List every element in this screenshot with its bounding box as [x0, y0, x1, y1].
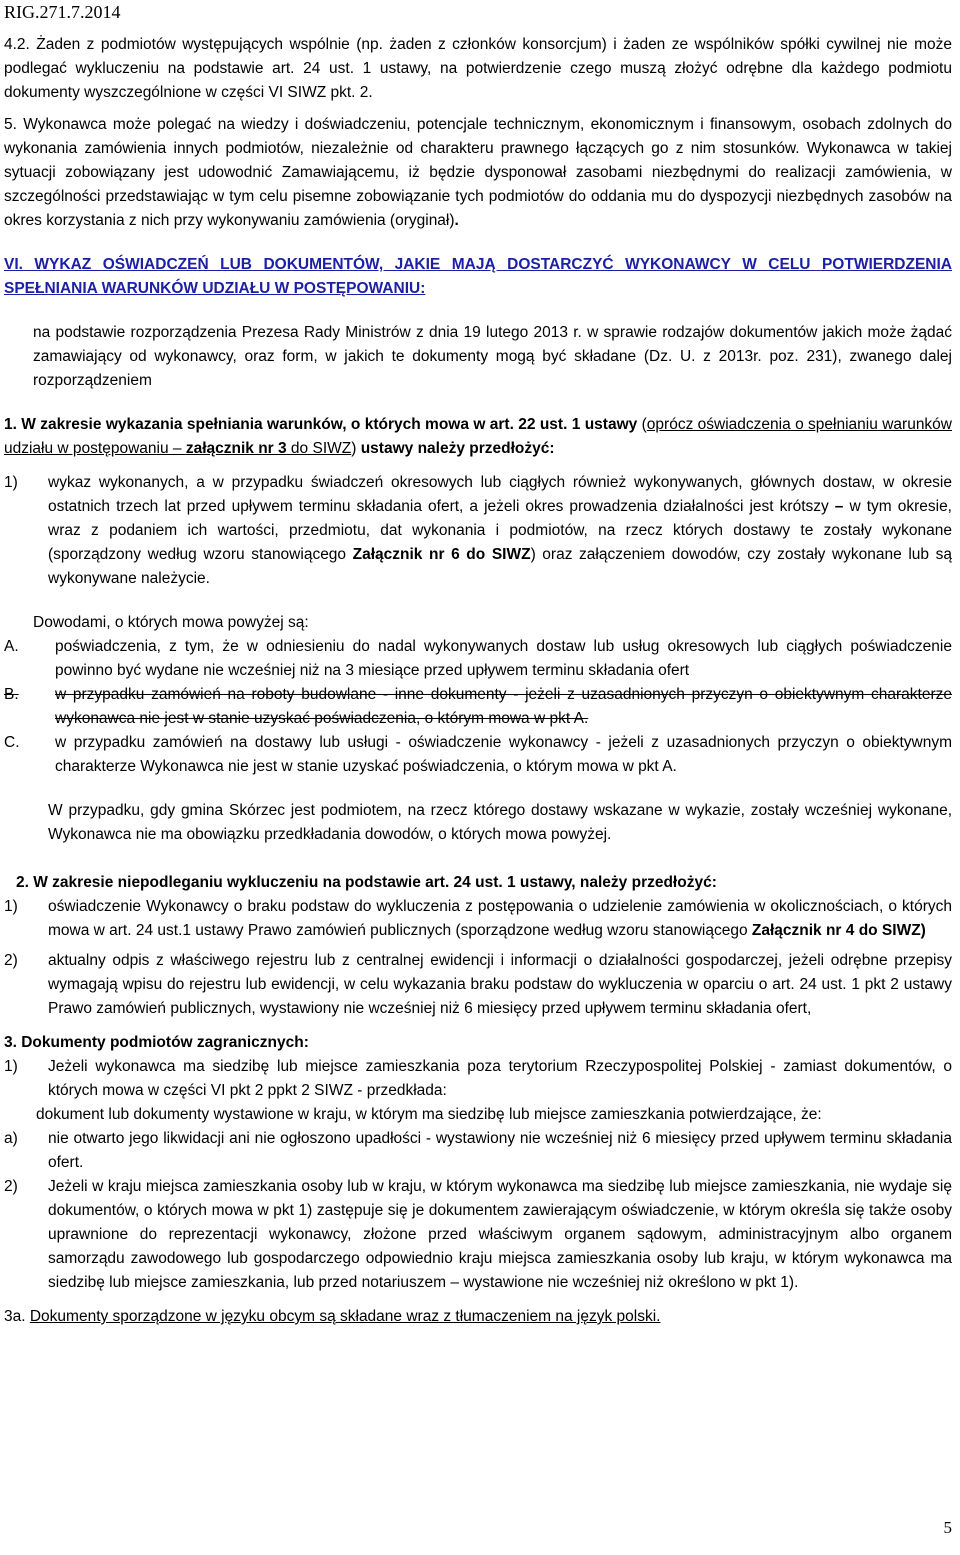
- evidence-item-b: [4, 683, 952, 731]
- item-dash: –: [828, 498, 850, 515]
- regulation-intro: na podstawie rozporządzenia Prezesa Rady Ministrów z dnia 19 lutego 2013 r. w sprawie rodzajów dokumentów jakich może żądać zamawiający od wykonawcy, oraz form, w jakich te dokumenty mogą być składane (Dz. U. z 2013r. poz. 231), zwanego dalej rozporządzeniem: [33, 324, 952, 389]
- section-vi-heading: VI. WYKAZ OŚWIADCZEŃ LUB DOKUMENTÓW, JAKIE MAJĄ DOSTARCZYĆ WYKONAWCY W CELU POTWIERDZENIA SPEŁNIANIA WARUNKÓW UDZIAŁU W POSTĘPOWANIU:: [4, 256, 952, 297]
- section-1-paren-open: (: [637, 416, 647, 433]
- item-attachment: Załącznik nr 6 do SIWZ: [352, 546, 531, 563]
- item-text: [48, 471, 952, 591]
- paragraph-5-period: .: [454, 212, 459, 229]
- item-text-part: w tym okresie, wraz z podaniem ich wartości, przedmiotu, dat wykonania i podmiotów, na rzecz których dostawy te zostały wykonane (sporządzony według wzoru stanowiącego: [48, 498, 952, 563]
- section-1-paren-close: ): [351, 440, 357, 457]
- item-text-part: ) oraz załączeniem dowodów, czy zostały wykonane lub są wykonywane należycie.: [48, 546, 952, 587]
- paragraph-5-text: 5. Wykonawca może polegać na wiedzy i doświadczeniu, potencjale technicznym, ekonomicznym i finansowym, osobach zdolnych do wykonania zamówienia innych podmiotów, niezależnie od charakteru prawnego łączących go z nim stosunków. Wykonawca w takiej sytuacji zobowiązany jest udowodnić Zamawiającemu, iż będzie dysponował zasobami niezbędnymi do realizacji zamówienia, w szczególności przedstawiając w tym celu pisemne zobowiązanie tych podmiotów do oddania mu do dyspozycji niezbędnych zasobów na okres korzystania z nich przy wykonywaniu zamówienia (oryginał): [4, 116, 952, 229]
- item-text: poświadczenia, z tym, że w odniesieniu do nadal wykonywanych dostaw lub usług okresowych lub ciągłych poświadczenie powinno być wydane nie wcześniej niż na 3 miesiące przed upływem terminu składania ofert: [55, 638, 952, 679]
- section-1-heading: [4, 413, 952, 461]
- item-label: 1): [4, 898, 18, 915]
- section-1-tail: ustawy należy przedłożyć:: [356, 440, 555, 457]
- item-label: 1): [4, 1058, 18, 1075]
- item-text-part: wykaz wykonanych, a w przypadku świadczeń okresowych lub ciągłych również wykonywanych, głównych dostaw, w okresie ostatnich trzech lat przed upływem terminu składania ofert, a jeżeli okres prowadzenia działalności jest krótszy: [48, 474, 952, 515]
- item-text: w przypadku zamówień na dostawy lub usługi - oświadczenie wykonawcy - jeżeli z uzasadnionych przyczyn o obiektywnym charakterze Wykonawca nie jest w stanie uzyskać poświadczenia, o którym mowa w pkt A.: [55, 734, 952, 775]
- paragraph-5: [4, 113, 952, 233]
- item-text: aktualny odpis z właściwego rejestru lub z centralnej ewidencji i informacji o działalności gospodarczej, jeżeli odrębne przepisy wymagają wpisu do rejestru lub ewidencji, w celu wykazania braku podstaw do wykluczenia w oparciu o art. 24 ust. 1 pkt 2 ustawy Prawo zamówień publicznych, wystawiony nie wcześniej niż 6 miesięcy przed upływem terminu składania ofert,: [48, 952, 952, 1017]
- item-label: 1): [4, 474, 18, 491]
- section-1-attachment: załącznik nr 3: [185, 440, 287, 457]
- page-number: 5: [943, 1518, 952, 1537]
- section-3-item-1: [4, 1055, 952, 1103]
- section-2-item-2: [4, 949, 952, 1021]
- evidence-item-c: [4, 731, 952, 779]
- section-1-underlined: oprócz oświadczenia o spełnianiu warunków udziału w postępowaniu –: [4, 416, 952, 457]
- item-label: 2): [4, 1178, 18, 1195]
- section-3-document-note: dokument lub dokumenty wystawione w kraju, w którym ma siedzibę lub miejsce zamieszkania potwierdzające, że:: [36, 1106, 822, 1123]
- item-text: Jeżeli wykonawca ma siedzibę lub miejsce zamieszkania poza terytorium Rzeczypospolitej Polskiej - zamiast dokumentów, o których mowa w części VI pkt 2 ppkt 2 SIWZ - przedkłada:: [48, 1058, 952, 1099]
- paragraph-4-2: 4.2. Żaden z podmiotów występujących wspólnie (np. żaden z członków konsorcjum) i żaden ze wspólników spółki cywilnej nie może podlegać wykluczeniu na podstawie art. 24 ust. 1 ustawy, na potwierdzenie czego muszą złożyć odrębne dla każdego podmiotu dokumenty wyszczególnione w części VI SIWZ pkt. 2.: [4, 36, 952, 101]
- section-1-siwz: do SIWZ: [286, 440, 352, 457]
- item-label: B.: [4, 686, 19, 703]
- item-text-struck: w przypadku zamówień na roboty budowlane - inne dokumenty - jeżeli z uzasadnionych przyczyn o obiektywnym charakterze wykonawca nie jest w stanie uzyskać poświadczenia, o którym mowa w pkt A.: [55, 686, 952, 727]
- item-label: 2): [4, 952, 18, 969]
- item-text: nie otwarto jego likwidacji ani nie ogłoszono upadłości - wystawiony nie wcześniej niż 6 miesięcy przed upływem terminu składania ofert.: [48, 1130, 952, 1171]
- item-label: A.: [4, 638, 19, 655]
- section-3a-text: Dokumenty sporządzone w języku obcym są składane wraz z tłumaczeniem na język polski.: [29, 1308, 661, 1325]
- section-1-item-1: [4, 471, 952, 591]
- item-attachment: Załącznik nr 4 do SIWZ): [751, 922, 926, 939]
- document-reference: RIG.271.7.2014: [4, 2, 121, 22]
- item-label: C.: [4, 734, 20, 751]
- item-text-part: oświadczenie Wykonawcy o braku podstaw do wykluczenia z postępowania o udzielenie zamówienia w okolicznościach, o których mowa w art. 24 ust.1 ustawy Prawo zamówień publicznych (sporządzone według wzoru stanowiącego: [48, 898, 952, 939]
- item-label: a): [4, 1130, 18, 1147]
- section-3a-label: 3a.: [4, 1308, 30, 1325]
- document-body: [4, 33, 952, 1329]
- evidence-item-a: [4, 635, 952, 683]
- section-3-item-a: [4, 1127, 952, 1175]
- item-text: Jeżeli w kraju miejsca zamieszkania osoby lub w kraju, w którym wykonawca ma siedzibę lub miejsce zamieszkania, nie wydaje się dokumentów, o których mowa w pkt 1) zastępuje się je dokumentem zawierającym oświadczenie, w którym określa się także osoby uprawnione do reprezentacji wykonawcy, złożone przed właściwym organem sądowym, administracyjnym albo organem samorządu zawodowego lub gospodarczego odpowiednio kraju miejsca zamieszkania osoby lub kraju, w którym wykonawca ma siedzibę lub miejsce zamieszkania, lub przed notariuszem – wystawione nie wcześniej niż określono w pkt 1).: [48, 1178, 952, 1291]
- section-3-item-2: [4, 1175, 952, 1295]
- item-text: [48, 895, 952, 943]
- section-3-heading: 3. Dokumenty podmiotów zagranicznych:: [4, 1034, 309, 1051]
- evidence-intro: Dowodami, o których mowa powyżej są:: [33, 614, 309, 631]
- section-2-heading: 2. W zakresie niepodleganiu wykluczeniu na podstawie art. 24 ust. 1 ustawy, należy przedłożyć:: [16, 874, 717, 891]
- section-3a: [4, 1305, 952, 1329]
- section-1-title: 1. W zakresie wykazania spełniania warunków, o których mowa w art. 22 ust. 1 ustawy: [4, 416, 638, 433]
- section-2-item-1: [4, 895, 952, 943]
- gmina-note: W przypadku, gdy gmina Skórzec jest podmiotem, na rzecz którego dostawy wskazane w wykazie, zostały wcześniej wykonane, Wykonawca nie ma obowiązku przedkładania dowodów, o których mowa powyżej.: [48, 802, 952, 843]
